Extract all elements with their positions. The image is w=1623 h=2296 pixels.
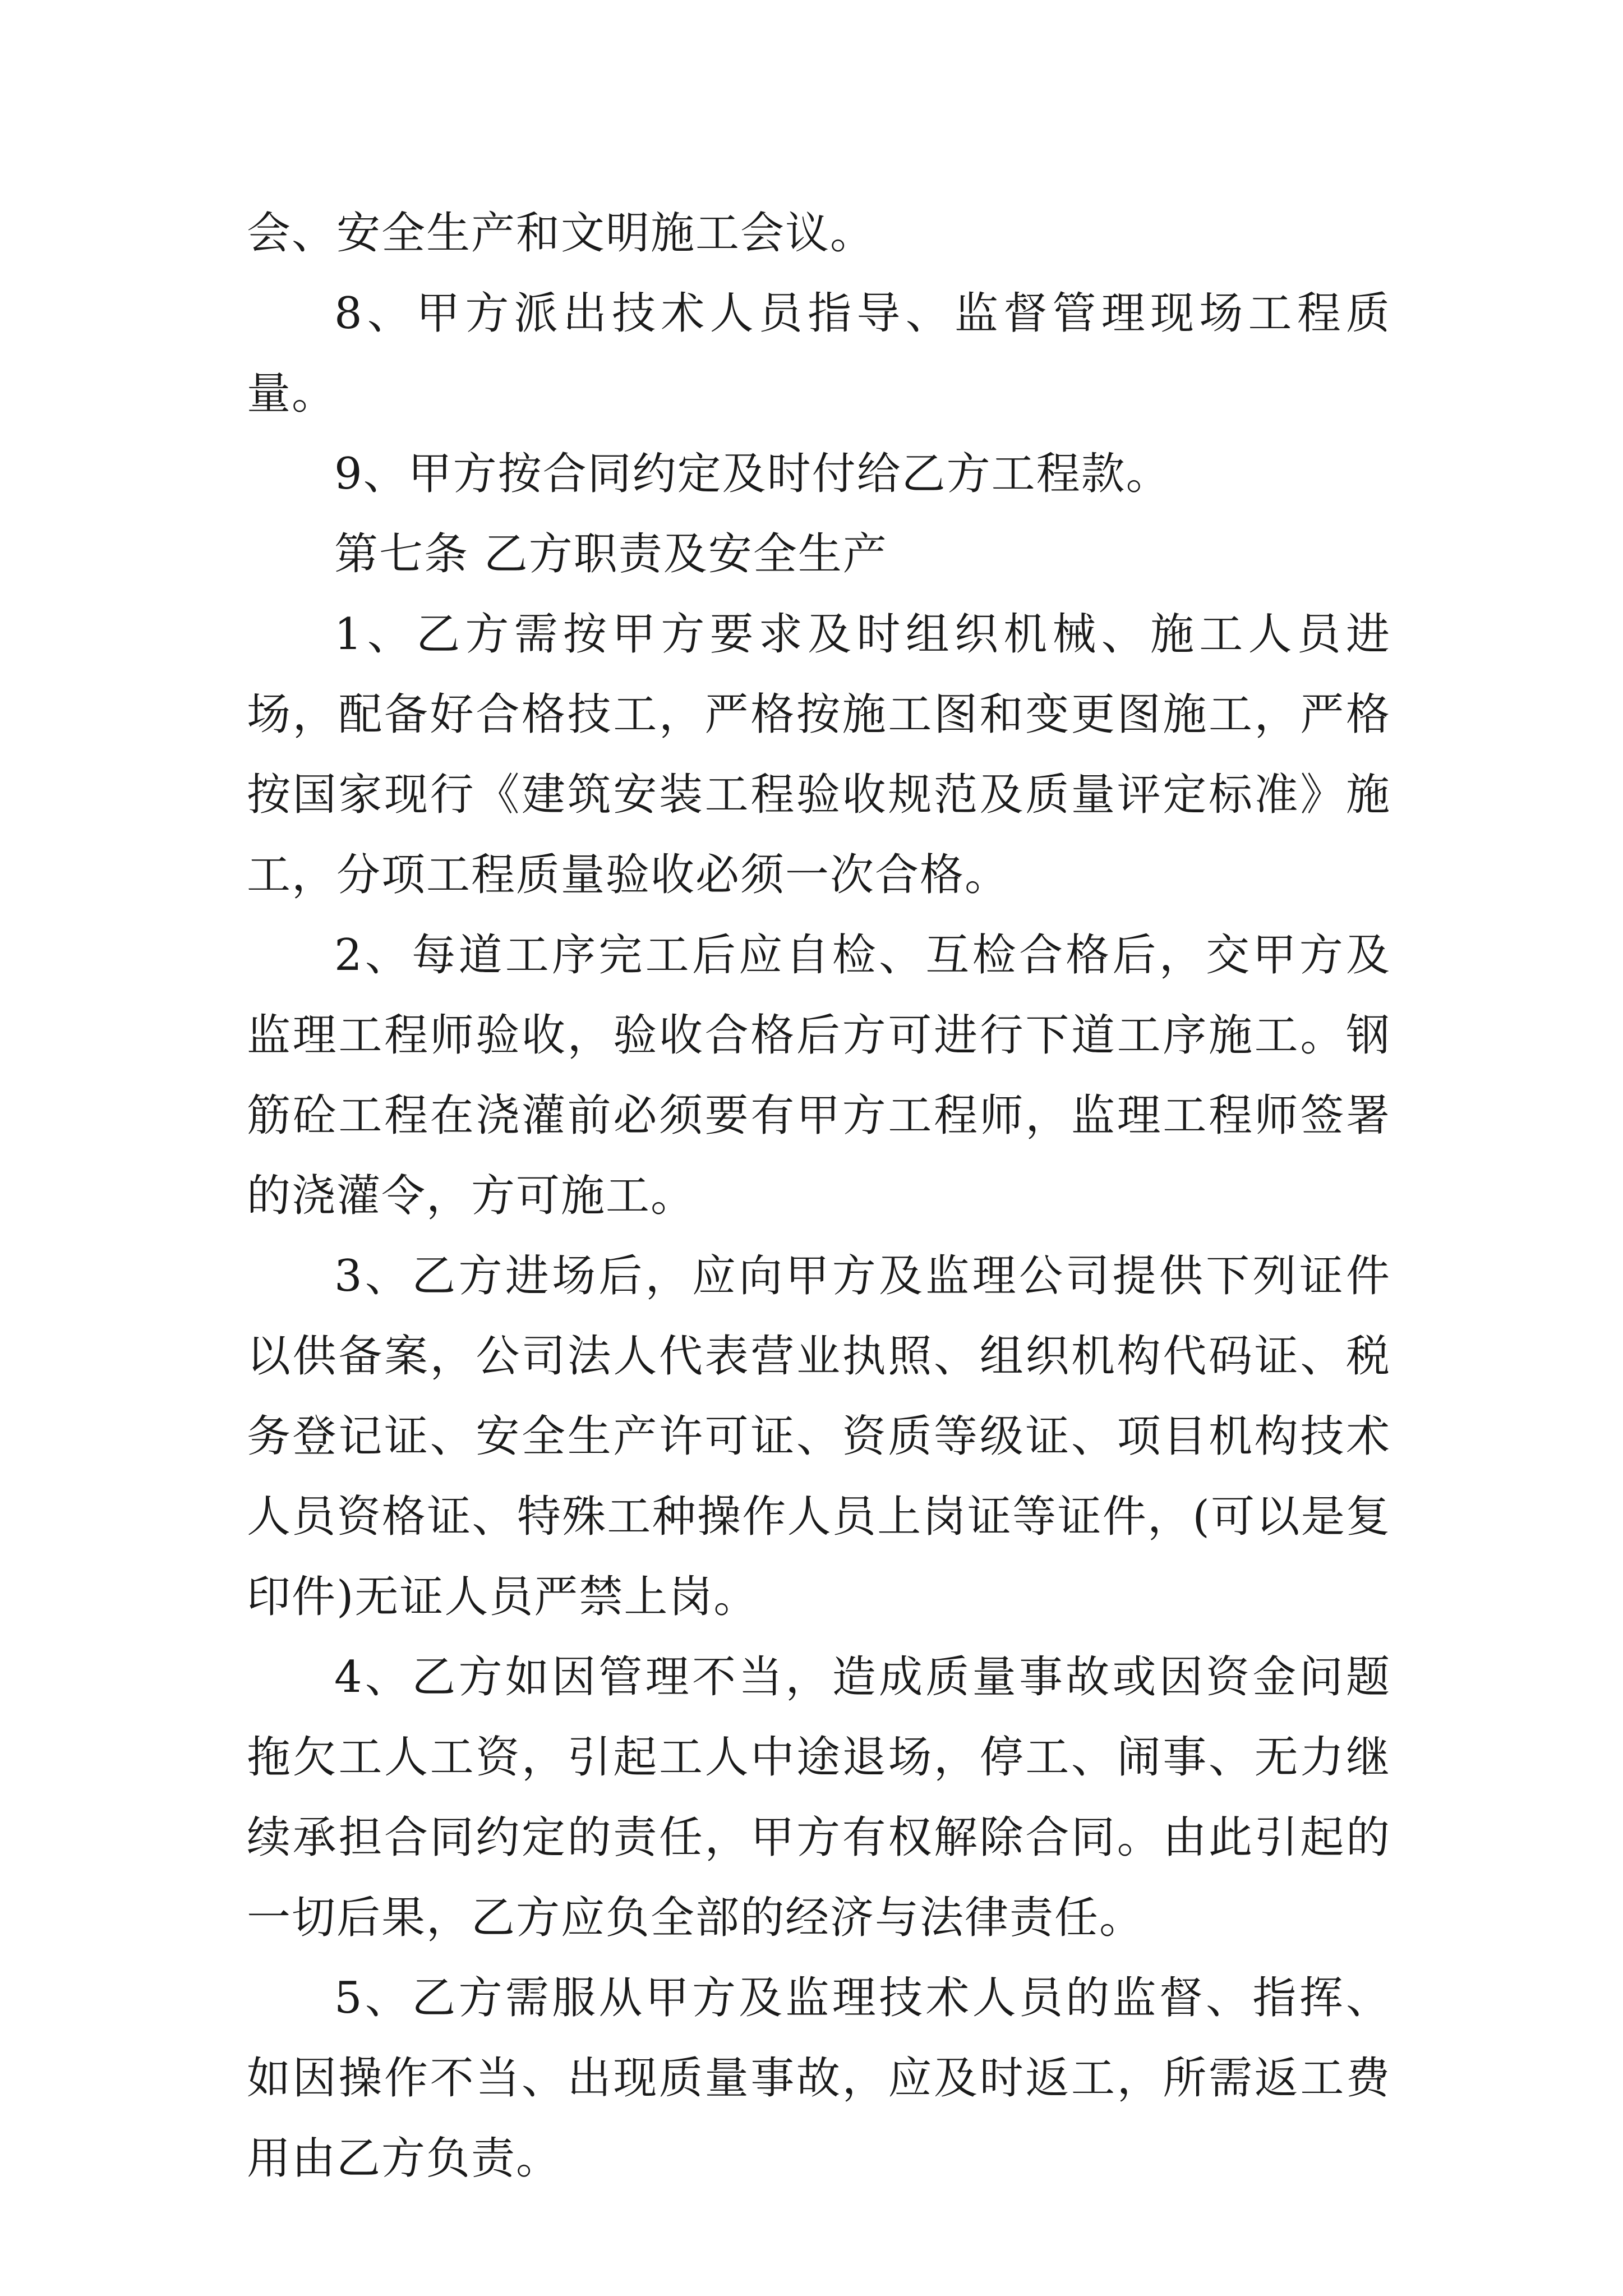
paragraph-item-4: 4、乙方如因管理不当，造成质量事故或因资金问题拖欠工人工资，引起工人中途退场，停工、闹事、无力继续承担合同约定的责任，甲方有权解除合同。由此引起的一切后果，乙方应负全部的经济与法律责任。: [247, 1652, 1391, 1943]
paragraph-item-5: 5、乙方需服从甲方及监理技术人员的监督、指挥、如因操作不当、出现质量事故，应及时返工，所需返工费用由乙方负责。: [247, 1973, 1391, 2184]
paragraph-item-9: 9、甲方按合同约定及时付给乙方工程款。: [334, 449, 1171, 499]
paragraph-item-2: 2、每道工序完工后应自检、互检合格后，交甲方及监理工程师验收，验收合格后方可进行下道工序施工。钢筋砼工程在浇灌前必须要有甲方工程师，监理工程师签署的浇灌令，方可施工。: [247, 930, 1391, 1221]
section-heading-article-7: 第七条 乙方职责及安全生产: [334, 529, 888, 579]
paragraph-item-1: 1、乙方需按甲方要求及时组织机械、施工人员进场，配备好合格技工，严格按施工图和变更图施工，严格按国家现行《建筑安装工程验收规范及质量评定标准》施工，分项工程质量验收必须一次合格。: [247, 609, 1391, 900]
paragraph-item-8: 8、甲方派出技术人员指导、监督管理现场工程质量。: [247, 288, 1391, 419]
document-body: [247, 194, 1391, 2199]
paragraph-item-3: 3、乙方进场后，应向甲方及监理公司提供下列证件以供备案，公司法人代表营业执照、组织机构代码证、税务登记证、安全生产许可证、资质等级证、项目机构技术人员资格证、特殊工种操作人员上岗证等证件，(可以是复印件)无证人员严禁上岗。: [247, 1251, 1391, 1622]
paragraph-continuation: 会、安全生产和文明施工会议。: [247, 208, 875, 259]
